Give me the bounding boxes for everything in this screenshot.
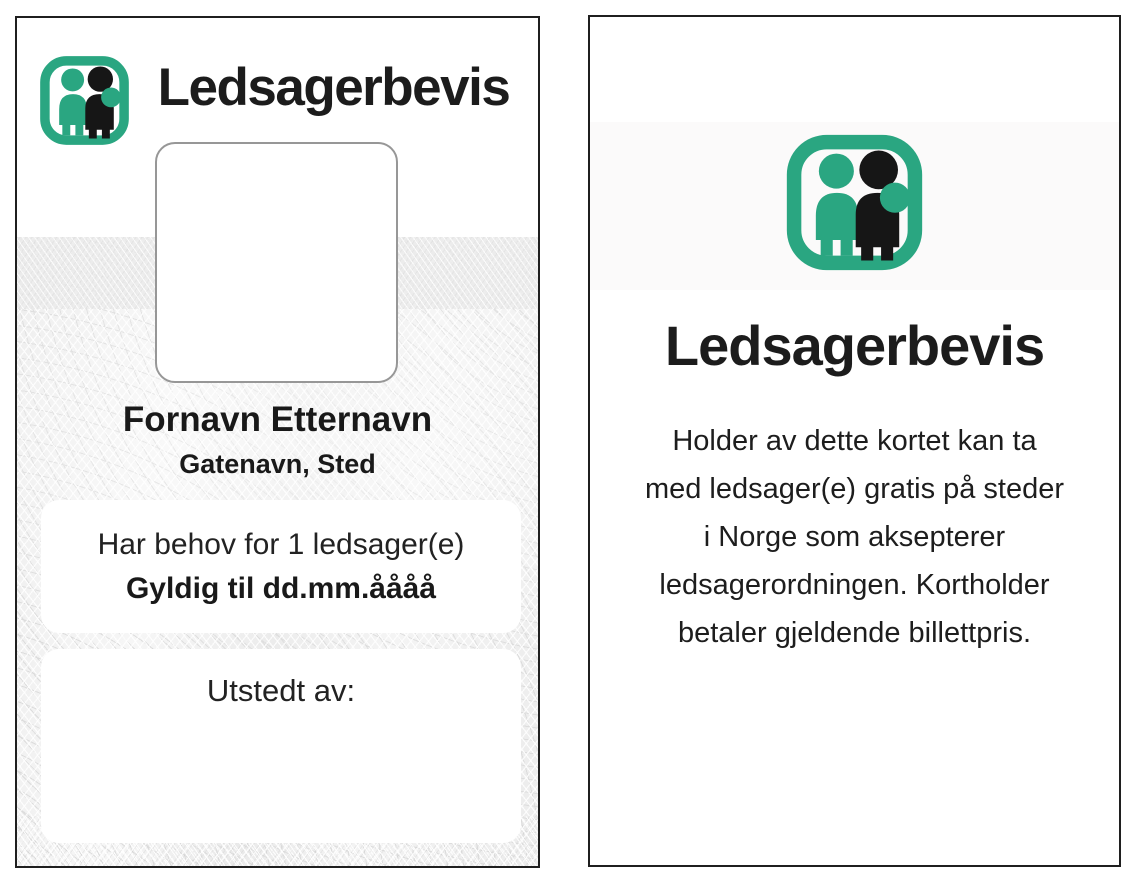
valid-until-text: Gyldig til dd.mm.åååå — [125, 571, 437, 605]
companion-figures-icon — [782, 130, 927, 275]
back-text-line: i Norge som aksepterer — [703, 521, 1006, 553]
issued-by-box — [41, 649, 521, 843]
need-box — [41, 500, 521, 633]
back-text-line: med ledsager(e) gratis på steder — [644, 473, 1065, 505]
card-back — [588, 15, 1121, 867]
companions-needed-text: Har behov for 1 ledsager(e) — [97, 527, 465, 561]
back-text-line: Holder av dette kortet kan ta — [672, 425, 1037, 457]
issued-by-label: Utstedt av: — [206, 673, 356, 708]
card-title: Ledsagerbevis — [157, 58, 510, 117]
photo-placeholder — [155, 142, 398, 383]
card-front — [15, 16, 540, 868]
holder-address: Gatenavn, Sted — [179, 449, 376, 479]
back-text-line: ledsagerordningen. Kortholder — [659, 569, 1050, 601]
card-description — [600, 417, 1109, 657]
card-title: Ledsagerbevis — [664, 314, 1045, 377]
holder-name: Fornavn Etternavn — [122, 400, 433, 439]
companion-figures-icon — [37, 53, 132, 148]
back-text-line: betaler gjeldende billettpris. — [677, 617, 1032, 649]
